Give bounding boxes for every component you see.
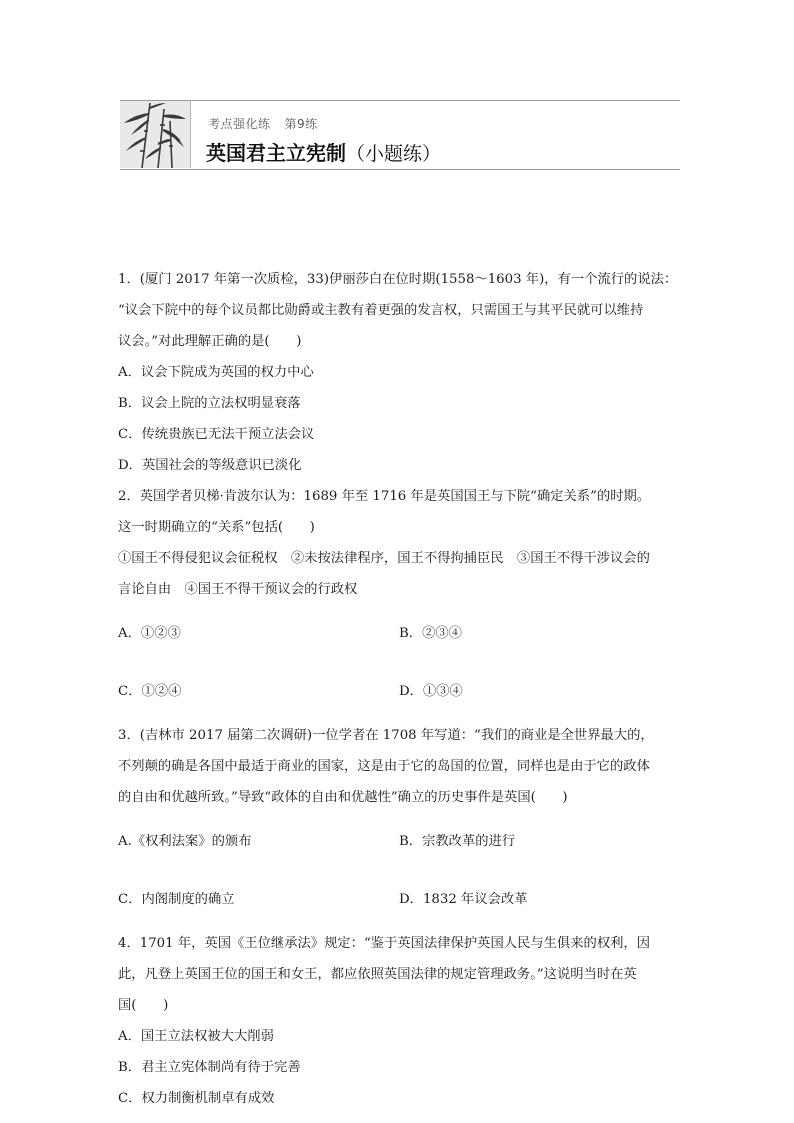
question-stem-line: 不列颠的确是各国中最适于商业的国家，这是由于它的岛国的位置，同样也是由于它的政体 [118,759,650,775]
question-2 [118,481,680,720]
option-a[interactable]: A.《权利法案》的颁布 [118,834,252,850]
question-1 [118,264,680,481]
option-b[interactable]: B．②③④ [399,626,462,642]
question-stem-line: 言论自由 ④国王不得干预议会的行政权 [118,582,358,597]
option-row [118,813,680,871]
question-4 [118,928,680,1114]
question-stem-line: 3．(吉林市 2017 届第二次调研)一位学者在 1708 年写道：“我们的商业是全世界最大的， [118,728,654,744]
question-stem-line: 国( ) [118,998,169,1014]
option-d[interactable]: D．英国社会的等级意识已淡化 [118,458,302,473]
question-stem-line: 4．1701 年，英国《王位继承法》规定：“鉴于英国法律保护英国人民与生俱来的权利，因 [118,936,651,952]
question-stem-line: 2．英国学者贝梯·肯波尔认为：1689 年至 1716 年是英国国王与下院“确定关系”的时期。 [118,489,651,504]
question-stem-line: 议会。”对此理解正确的是( ) [118,334,302,349]
option-c[interactable]: C．内阁制度的确立 [118,892,235,908]
option-row [118,663,680,721]
option-c[interactable]: C．权力制衡机制卓有成效 [118,1091,275,1107]
option-d[interactable]: D．1832 年议会改革 [399,892,528,908]
option-row [118,605,680,663]
question-stem-line: “议会下院中的每个议员都比勋爵或主教有着更强的发言权，只需国王与其平民就可以维持 [118,303,644,318]
page-title [206,137,441,166]
option-row [118,871,680,929]
page-header [120,100,680,170]
option-b[interactable]: B．君主立宪体制尚有待于完善 [118,1060,301,1076]
question-3 [118,720,680,928]
option-c[interactable]: C．①②④ [118,683,182,699]
option-b[interactable]: B．宗教改革的进行 [399,834,516,850]
question-stem-line: ①国王不得侵犯议会征税权 ②未按法律程序，国王不得拘捕臣民 ③国王不得干涉议会的 [118,551,650,566]
option-a[interactable]: A．①②③ [118,626,181,642]
option-c[interactable]: C．传统贵族已无法干预立法会议 [118,427,315,442]
title-subtitle: （小题练） [346,143,442,165]
unit-label: 第9练 [284,117,318,131]
title-text: 英国君主立宪制 [206,141,346,165]
option-d[interactable]: D．①③④ [399,683,463,699]
question-stem-line: 这一时期确立的“关系”包括( ) [118,520,315,535]
option-b[interactable]: B．议会上院的立法权明显衰落 [118,396,301,411]
series-name: 考点强化练 [208,117,271,131]
question-stem-line: 此，凡登上英国王位的国王和女王，都应依照英国法律的规定管理政务。”这说明当时在英 [118,967,637,983]
question-list [118,264,680,1114]
option-a[interactable]: A．议会下院成为英国的权力中心 [118,365,314,380]
bamboo-icon [120,101,191,168]
option-a[interactable]: A．国王立法权被大大削弱 [118,1029,274,1045]
question-stem-line: 的自由和优越所致。”导致“政体的自由和优越性”确立的历史事件是英国( ) [118,790,568,806]
question-stem-line: 1．(厦门 2017 年第一次质检，33)伊丽莎白在位时期(1558～1603 年)，有一个流行的说法： [118,272,678,287]
series-label [208,115,318,132]
